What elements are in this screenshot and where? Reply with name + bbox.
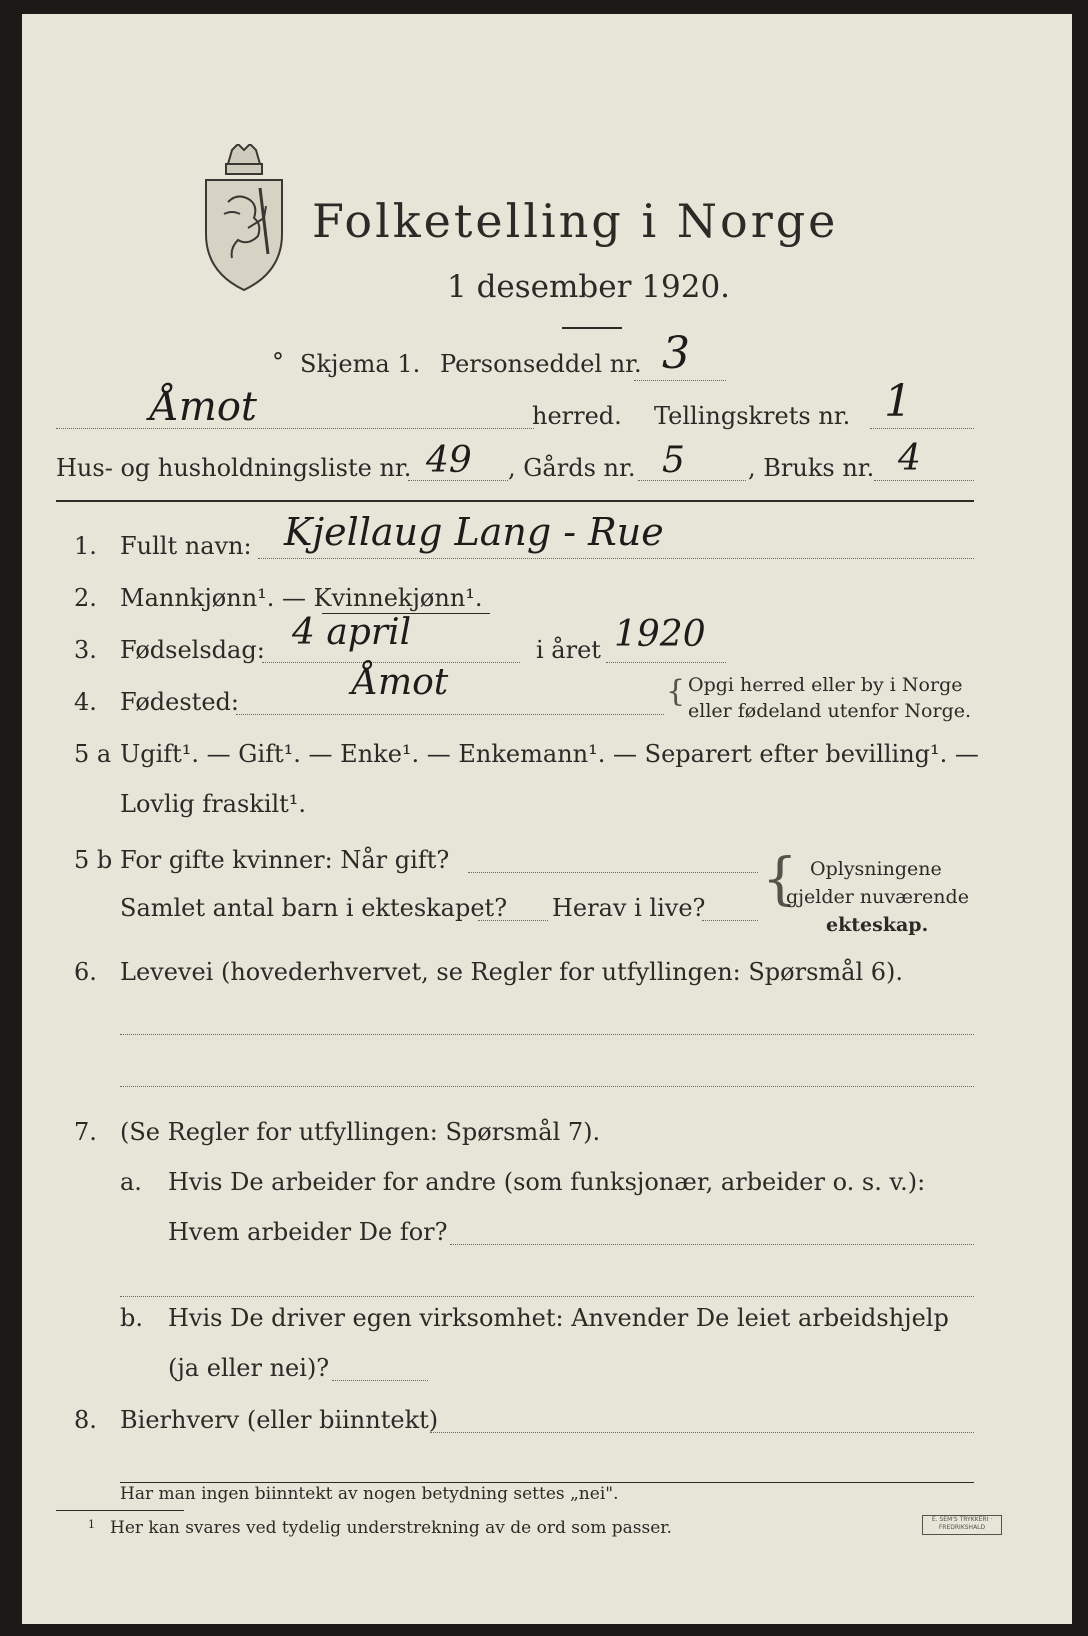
q4-note-brace: { bbox=[666, 674, 686, 709]
q1-number: 1. bbox=[74, 532, 97, 560]
q7b-line bbox=[332, 1380, 428, 1381]
q4-number: 4. bbox=[74, 688, 97, 716]
header-divider bbox=[56, 500, 974, 502]
q5b-note-line-2: gjelder nuværende bbox=[786, 886, 969, 908]
gards-value: 5 bbox=[662, 440, 685, 481]
herred-value: Åmot bbox=[150, 384, 257, 430]
gards-label: , Gårds nr. bbox=[508, 454, 636, 482]
q5a-number: 5 a bbox=[74, 740, 112, 768]
q7a-label: Hvis De arbeider for andre (som funksjonær, arbeider o. s. v.): bbox=[168, 1168, 926, 1196]
q7a-label-2: Hvem arbeider De for? bbox=[168, 1218, 448, 1246]
form-date: 1 desember 1920. bbox=[447, 269, 731, 305]
hus-value: 49 bbox=[426, 440, 472, 481]
norwegian-coat-of-arms-icon bbox=[202, 144, 286, 294]
q7a-line-2 bbox=[120, 1296, 974, 1297]
q3-number: 3. bbox=[74, 636, 97, 664]
q7b-label-2: (ja eller nei)? bbox=[168, 1354, 330, 1382]
footnote-mark: 1 bbox=[88, 1518, 95, 1531]
q6-answer-line-2 bbox=[120, 1086, 974, 1087]
q1-value: Kjellaug Lang - Rue bbox=[284, 510, 664, 554]
q1-line bbox=[258, 558, 974, 559]
q5b-label-3: Herav i live? bbox=[552, 894, 706, 922]
q5a-label-2: Lovlig fraskilt¹. bbox=[120, 790, 307, 818]
q4-line bbox=[236, 714, 664, 715]
q7b-number: b. bbox=[120, 1304, 143, 1332]
q5b-line bbox=[468, 872, 758, 873]
bruks-label: , Bruks nr. bbox=[748, 454, 875, 482]
bruks-line bbox=[874, 480, 974, 481]
q5b-note-line-1: Oplysningene bbox=[810, 858, 942, 880]
q7a-line bbox=[450, 1244, 974, 1245]
q8-number: 8. bbox=[74, 1406, 97, 1434]
q6-number: 6. bbox=[74, 958, 97, 986]
q7-label: (Se Regler for utfyllingen: Spørsmål 7). bbox=[120, 1118, 601, 1146]
q7-number: 7. bbox=[74, 1118, 97, 1146]
herred-label: herred. bbox=[532, 402, 622, 430]
tellingskrets-label: Tellingskrets nr. bbox=[654, 402, 851, 430]
q5b-label-2: Samlet antal barn i ekteskapet? bbox=[120, 894, 508, 922]
personseddel-label: Personseddel nr. bbox=[440, 350, 642, 378]
q2-label: Mannkjønn¹. — Kvinnekjønn¹. bbox=[120, 584, 483, 612]
gards-line bbox=[638, 480, 746, 481]
census-form-sheet bbox=[22, 14, 1072, 1624]
title-divider bbox=[562, 327, 622, 329]
schema-label: Skjema 1. bbox=[300, 350, 421, 378]
footnote-text: Her kan svares ved tydelig understrekning av de ord som passer. bbox=[110, 1518, 672, 1538]
footer-note: Har man ingen biinntekt av nogen betydning settes „nei". bbox=[120, 1484, 619, 1504]
q4-value: Åmot bbox=[352, 662, 449, 703]
q5b-label: For gifte kvinner: Når gift? bbox=[120, 846, 450, 874]
q2-number: 2. bbox=[74, 584, 97, 612]
q5b-line-2 bbox=[478, 920, 548, 921]
printer-stamp: E. SEM'S TRYKKERI · FREDRIKSHALD bbox=[922, 1515, 1002, 1535]
footnote-divider bbox=[56, 1510, 184, 1511]
q3-label: Fødselsdag: bbox=[120, 636, 265, 664]
q4-note-line-2: eller fødeland utenfor Norge. bbox=[688, 700, 972, 722]
q7b-label: Hvis De driver egen virksomhet: Anvender De leiet arbeidshjelp bbox=[168, 1304, 949, 1332]
form-title: Folketelling i Norge bbox=[312, 194, 839, 248]
bruks-value: 4 bbox=[898, 438, 921, 479]
personseddel-value: 3 bbox=[662, 328, 690, 379]
q5a-label: Ugift¹. — Gift¹. — Enke¹. — Enkemann¹. — Separert efter bevilling¹. — bbox=[120, 740, 979, 768]
tellingskrets-value: 1 bbox=[884, 376, 912, 427]
q6-answer-line-1 bbox=[120, 1034, 974, 1035]
q6-label: Levevei (hovederhvervet, se Regler for utfyllingen: Spørsmål 6). bbox=[120, 958, 904, 986]
q1-label: Fullt navn: bbox=[120, 532, 252, 560]
q4-label: Fødested: bbox=[120, 688, 239, 716]
q3-year-line bbox=[606, 662, 726, 663]
q3-year-label: i året bbox=[536, 636, 601, 664]
q4-note-line-1: Opgi herred eller by i Norge bbox=[688, 674, 963, 696]
q3-value: 4 april bbox=[292, 612, 412, 653]
hus-label: Hus- og husholdningsliste nr. bbox=[56, 454, 412, 482]
q5b-note-line-3: ekteskap. bbox=[826, 914, 929, 936]
herred-line bbox=[56, 428, 534, 429]
q8-line bbox=[430, 1432, 974, 1433]
q8-line-2 bbox=[120, 1482, 974, 1483]
q5b-note-brace: { bbox=[762, 847, 798, 912]
personseddel-line bbox=[634, 380, 726, 381]
q5b-line-3 bbox=[702, 920, 758, 921]
q8-label: Bierhverv (eller biinntekt) bbox=[120, 1406, 439, 1434]
q3-year-value: 1920 bbox=[614, 614, 706, 655]
tellingskrets-line bbox=[870, 428, 974, 429]
schema-mark: ° bbox=[272, 348, 284, 376]
q5b-number: 5 b bbox=[74, 846, 113, 874]
q7a-number: a. bbox=[120, 1168, 142, 1196]
